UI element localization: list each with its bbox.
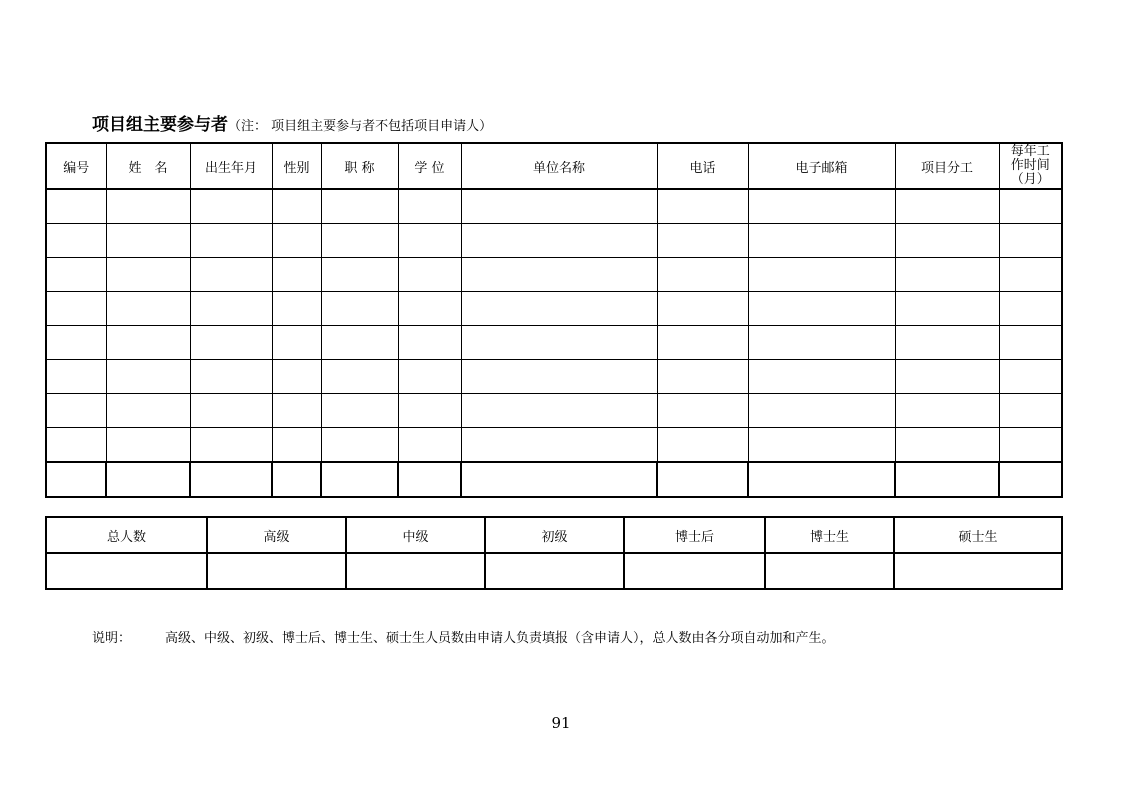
summary-header-senior: 高级: [207, 517, 346, 553]
explanation-text: 高级、中级、初级、博士后、博士生、硕士生人员数由申请人负责填报（含申请人），总人数由各分项自动加和产生。: [165, 631, 835, 646]
header-cell-email: 电子邮箱: [748, 143, 895, 189]
table-cell[interactable]: [46, 428, 106, 463]
table-cell[interactable]: [461, 189, 657, 224]
table-cell[interactable]: [321, 326, 398, 360]
table-cell[interactable]: [321, 462, 398, 497]
table-cell[interactable]: [321, 258, 398, 292]
table-cell[interactable]: [190, 258, 272, 292]
table-cell[interactable]: [895, 258, 999, 292]
table-cell[interactable]: [46, 189, 106, 224]
table-cell[interactable]: [657, 360, 748, 394]
table-cell[interactable]: [321, 428, 398, 463]
table-cell[interactable]: [461, 360, 657, 394]
table-cell[interactable]: [190, 428, 272, 463]
table-cell[interactable]: [272, 462, 321, 497]
table-cell[interactable]: [999, 394, 1062, 428]
table-cell[interactable]: [398, 462, 461, 497]
table-cell[interactable]: [321, 394, 398, 428]
table-cell[interactable]: [895, 360, 999, 394]
table-cell[interactable]: [895, 394, 999, 428]
summary-header-intermediate: 中级: [346, 517, 485, 553]
table-cell[interactable]: [106, 258, 190, 292]
table-cell[interactable]: [895, 326, 999, 360]
table-cell[interactable]: [106, 189, 190, 224]
table-cell[interactable]: [190, 360, 272, 394]
table-cell[interactable]: [46, 292, 106, 326]
table-cell[interactable]: [999, 189, 1062, 224]
table-cell[interactable]: [461, 292, 657, 326]
table-cell[interactable]: [190, 224, 272, 258]
table-cell[interactable]: [461, 428, 657, 463]
explanation-label: 说明：: [92, 631, 132, 646]
summary-value-intermediate[interactable]: [346, 553, 485, 589]
header-cell-birth: 出生年月: [190, 143, 272, 189]
table-cell[interactable]: [999, 326, 1062, 360]
table-cell[interactable]: [190, 394, 272, 428]
summary-table: [45, 516, 1063, 590]
header-work-months-line: 每年工: [1010, 144, 1050, 159]
table-cell[interactable]: [106, 360, 190, 394]
table-cell[interactable]: [748, 428, 895, 463]
members-table-body: [46, 189, 1062, 497]
table-row: [46, 292, 1062, 326]
table-cell[interactable]: [190, 292, 272, 326]
table-cell[interactable]: [461, 258, 657, 292]
summary-value-junior[interactable]: [485, 553, 624, 589]
table-cell[interactable]: [321, 360, 398, 394]
table-cell[interactable]: [748, 326, 895, 360]
header-cell-gender: 性别: [272, 143, 321, 189]
table-cell[interactable]: [999, 360, 1062, 394]
table-cell[interactable]: [748, 360, 895, 394]
table-cell[interactable]: [272, 292, 321, 326]
table-cell[interactable]: [398, 224, 461, 258]
summary-header-total: 总人数: [46, 517, 207, 553]
table-cell[interactable]: [657, 394, 748, 428]
section-title: [92, 110, 492, 135]
summary-header-row: [46, 517, 1062, 553]
table-cell[interactable]: [895, 292, 999, 326]
header-cell-organization: 单位名称: [461, 143, 657, 189]
table-cell[interactable]: [398, 394, 461, 428]
table-cell[interactable]: [748, 258, 895, 292]
table-cell[interactable]: [999, 258, 1062, 292]
header-cell-number: 编号: [46, 143, 106, 189]
table-row: [46, 258, 1062, 292]
header-cell-role: 项目分工: [895, 143, 999, 189]
table-cell[interactable]: [46, 360, 106, 394]
summary-value-master[interactable]: [894, 553, 1062, 589]
table-cell[interactable]: [106, 462, 190, 497]
table-cell[interactable]: [190, 462, 272, 497]
section-title-main: 项目组主要参与者: [92, 115, 228, 135]
table-cell[interactable]: [398, 258, 461, 292]
table-row: [46, 394, 1062, 428]
table-cell[interactable]: [398, 326, 461, 360]
table-cell[interactable]: [999, 428, 1062, 463]
summary-header-junior: 初级: [485, 517, 624, 553]
members-table: [45, 142, 1063, 498]
header-cell-title: 职 称: [321, 143, 398, 189]
table-row: [46, 428, 1062, 463]
table-cell[interactable]: [748, 394, 895, 428]
table-cell[interactable]: [657, 428, 748, 463]
table-cell[interactable]: [321, 189, 398, 224]
table-cell[interactable]: [190, 189, 272, 224]
table-cell[interactable]: [461, 462, 657, 497]
header-work-months-line: （月）: [1010, 172, 1050, 187]
table-cell[interactable]: [461, 326, 657, 360]
table-cell[interactable]: [190, 326, 272, 360]
summary-value-row: [46, 553, 1062, 589]
table-cell[interactable]: [272, 258, 321, 292]
table-row: [46, 326, 1062, 360]
header-cell-work-months: [999, 143, 1062, 189]
header-cell-degree: 学 位: [398, 143, 461, 189]
table-cell[interactable]: [748, 462, 895, 497]
table-cell[interactable]: [999, 224, 1062, 258]
section-title-note: （注： 项目组主要参与者不包括项目申请人）: [228, 119, 493, 134]
table-cell[interactable]: [46, 394, 106, 428]
table-cell[interactable]: [272, 326, 321, 360]
table-cell[interactable]: [46, 258, 106, 292]
table-cell[interactable]: [398, 360, 461, 394]
table-cell[interactable]: [398, 292, 461, 326]
table-cell[interactable]: [657, 292, 748, 326]
table-cell[interactable]: [895, 462, 999, 497]
table-cell[interactable]: [106, 292, 190, 326]
table-cell[interactable]: [106, 326, 190, 360]
table-cell[interactable]: [272, 360, 321, 394]
summary-header-master: 硕士生: [894, 517, 1062, 553]
summary-header-phd: 博士生: [765, 517, 894, 553]
table-cell[interactable]: [272, 428, 321, 463]
table-cell[interactable]: [106, 428, 190, 463]
explanation-note: [92, 627, 835, 646]
table-cell[interactable]: [895, 428, 999, 463]
table-cell[interactable]: [321, 224, 398, 258]
table-cell[interactable]: [398, 428, 461, 463]
summary-value-phd[interactable]: [765, 553, 894, 589]
table-row: [46, 462, 1062, 497]
members-header-row: [46, 143, 1062, 189]
table-cell[interactable]: [106, 394, 190, 428]
summary-header-postdoc: 博士后: [624, 517, 765, 553]
table-row: [46, 224, 1062, 258]
summary-value-postdoc[interactable]: [624, 553, 765, 589]
table-cell[interactable]: [46, 326, 106, 360]
table-cell[interactable]: [46, 224, 106, 258]
table-cell[interactable]: [895, 189, 999, 224]
header-cell-phone: 电话: [657, 143, 748, 189]
summary-value-senior[interactable]: [207, 553, 346, 589]
table-cell[interactable]: [657, 189, 748, 224]
table-cell[interactable]: [657, 258, 748, 292]
table-cell[interactable]: [461, 394, 657, 428]
table-row: [46, 189, 1062, 224]
table-cell[interactable]: [321, 292, 398, 326]
table-cell[interactable]: [999, 462, 1062, 497]
table-cell[interactable]: [657, 462, 748, 497]
table-cell[interactable]: [272, 394, 321, 428]
summary-value-total[interactable]: [46, 553, 207, 589]
table-cell[interactable]: [657, 224, 748, 258]
table-cell[interactable]: [106, 224, 190, 258]
table-cell[interactable]: [272, 189, 321, 224]
table-row: [46, 360, 1062, 394]
table-cell[interactable]: [398, 189, 461, 224]
table-cell[interactable]: [999, 292, 1062, 326]
header-cell-name: 姓 名: [106, 143, 190, 189]
table-cell[interactable]: [748, 224, 895, 258]
table-cell[interactable]: [461, 224, 657, 258]
table-cell[interactable]: [895, 224, 999, 258]
header-work-months-line: 作时间: [1010, 158, 1050, 173]
page-number: 91: [551, 714, 571, 732]
table-cell[interactable]: [657, 326, 748, 360]
table-cell[interactable]: [46, 462, 106, 497]
table-cell[interactable]: [748, 292, 895, 326]
table-cell[interactable]: [272, 224, 321, 258]
table-cell[interactable]: [748, 189, 895, 224]
